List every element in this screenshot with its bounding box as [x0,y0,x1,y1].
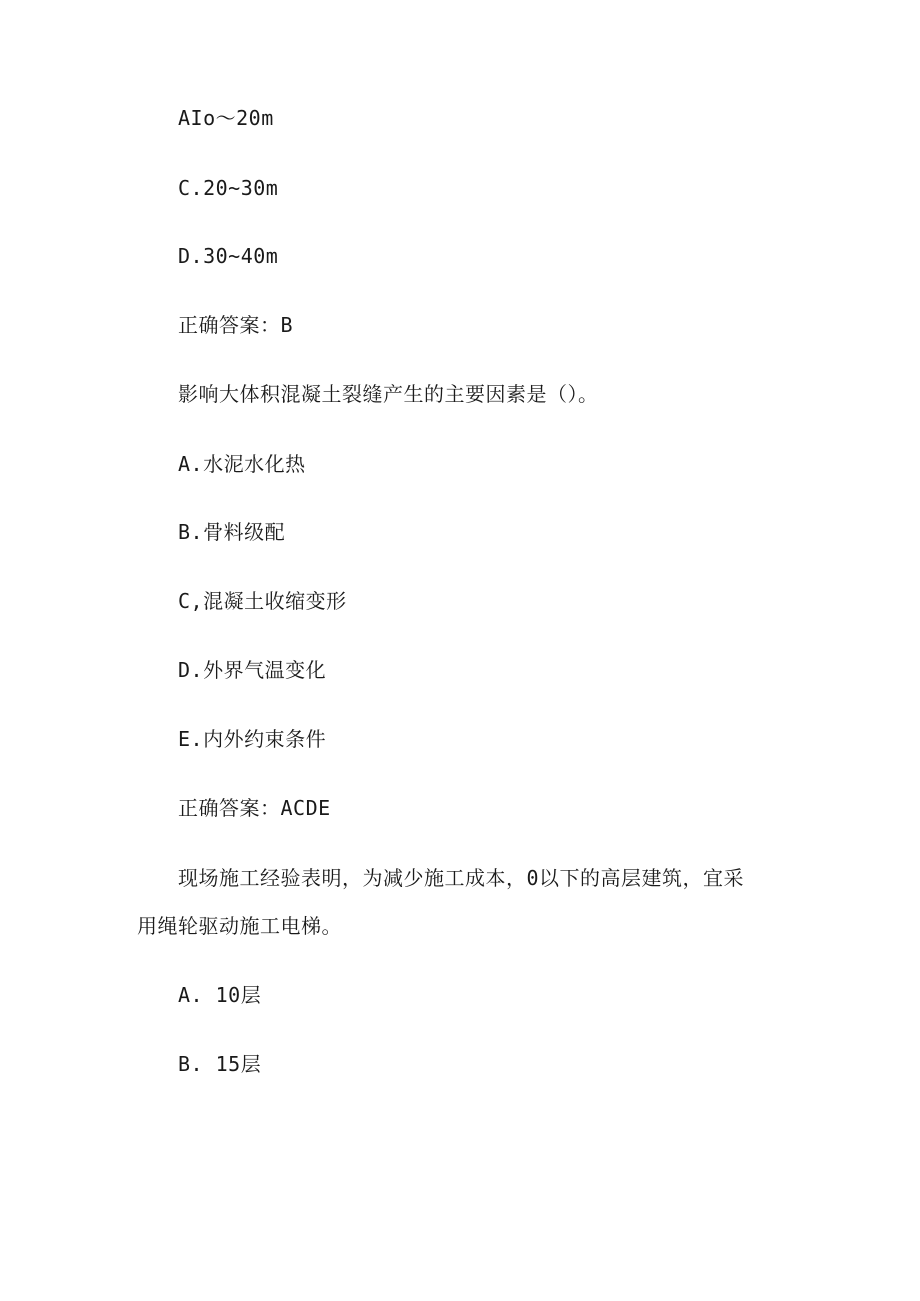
q3-option-b: B. 15层 [178,1052,262,1076]
q2-stem: 影响大体积混凝土裂缝产生的主要因素是（）。 [178,382,599,406]
q3-stem-line1: 现场施工经验表明，为减少施工成本，0以下的高层建筑，宜采 [178,866,745,890]
q2-option-a: A.水泥水化热 [178,452,306,476]
q1-option-d: D.30~40m [178,244,279,268]
q1-answer: 正确答案：B [178,313,294,337]
q2-option-c: C,混凝土收缩变形 [178,589,347,613]
q1-option-c: C.20~30m [178,176,279,200]
q2-option-b: B.骨料级配 [178,520,286,544]
q1-option-b: AIo～20m [178,106,274,130]
q3-option-a: A. 10层 [178,983,262,1007]
q2-option-e: E.内外约束条件 [178,727,327,751]
q2-answer: 正确答案：ACDE [178,796,331,820]
q2-option-d: D.外界气温变化 [178,658,327,682]
q3-stem-line2: 用绳轮驱动施工电梯。 [137,914,342,938]
